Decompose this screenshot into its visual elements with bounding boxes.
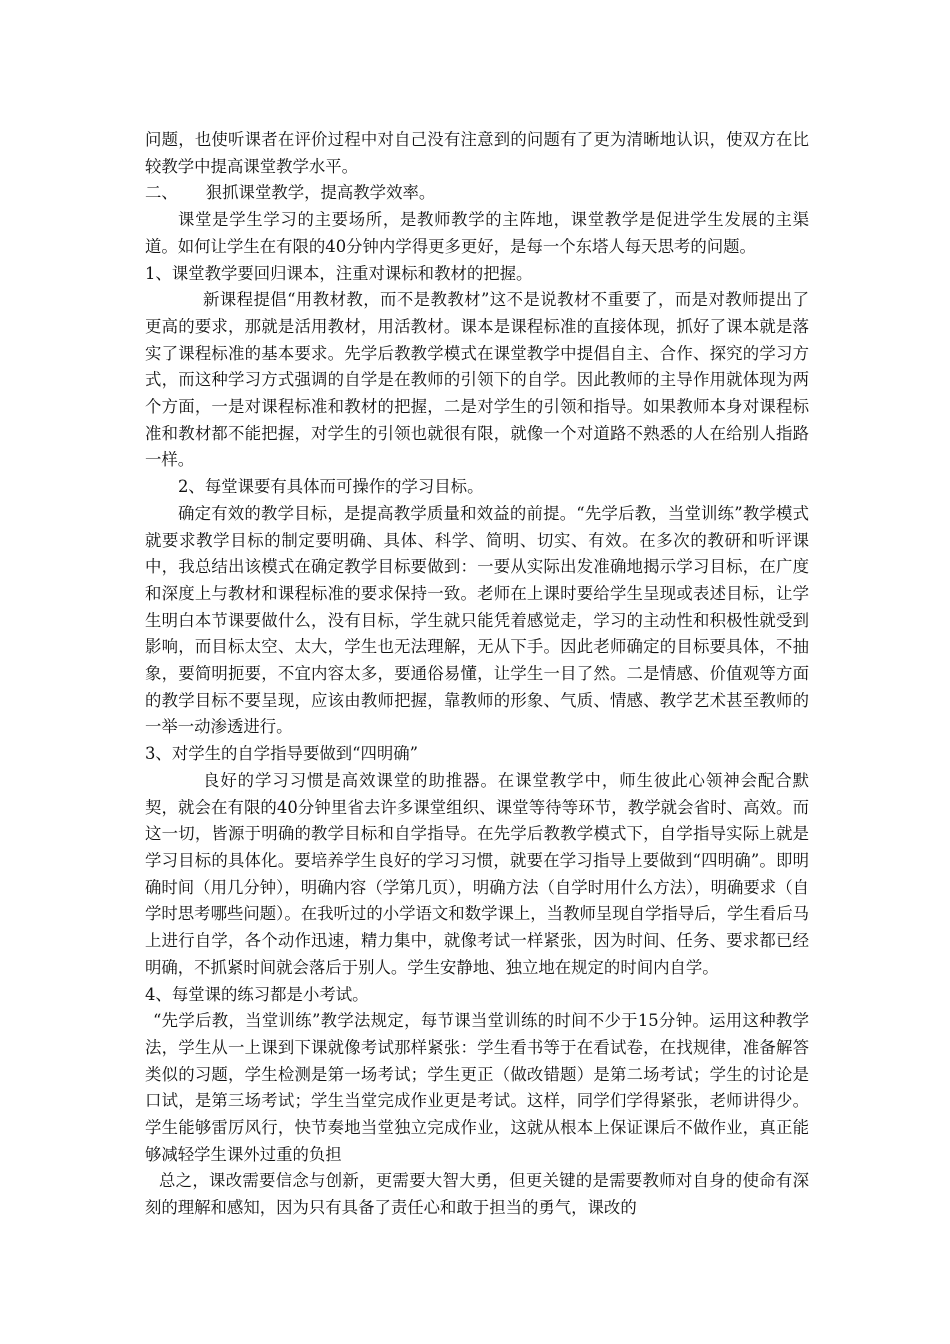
section-2-number: 二、 (145, 183, 178, 203)
paragraph-1: 问题，也使听课者在评价过程中对自己没有注意到的问题有了更为清晰地认识，使双方在比较教学中提高课堂教学水平。 (145, 130, 809, 176)
paragraph-3: 课堂是学生学习的主要场所，是教师教学的主阵地，课堂教学是促进学生发展的主渠道。如何让学生在有限的40分钟内学得更多更好，是每一个东塔人每天思考的问题。 (145, 210, 809, 256)
subheading-3: 3、对学生的自学指导要做到“四明确” (145, 744, 419, 764)
document-body (145, 127, 809, 1222)
paragraph-5: 新课程提倡“用教材教，而不是教教材”这不是说教材不重要了，而是对教师提出了更高的要求，那就是活用教材，用活教材。课本是课程标准的直接体现，抓好了课本就是落实了课程标准的基本要求。先学后教教学模式在课堂教学中提倡自主、合作、探究的学习方式，而这种学习方式强调的自学是在教师的引领下的自学。因此教师的主导作用就体现为两个方面，一是对课程标准和教材的把握，二是对学生的引领和指导。如果教师本身对课程标准和教材都不能把握，对学生的引领也就很有限，就像一个对道路不熟悉的人在给别人指路一样。 (145, 290, 809, 470)
subheading-4: 4、每堂课的练习都是小考试。 (145, 984, 369, 1004)
section-2-heading (145, 180, 809, 207)
paragraph-11: “先学后教，当堂训练”教学法规定，每节课当堂训练的时间不少于15分钟。运用这种教学法，学生从一上课到下课就像考试那样紧张：学生看书等于在看试卷，在找规律，准备解答类似的习题，学生检测是第一场考试；学生更正（做改错题）是第二场考试；学生的讨论是口试，是第三场考试；学生当堂完成作业更是考试。这样，同学们学得紧张，老师讲得少。学生能够雷厉风行，快节奏地当堂独立完成作业，这就从根本上保证课后不做作业，真正能够减轻学生课外过重的负担 (145, 1011, 809, 1164)
section-2-title: 狠抓课堂教学，提高教学效率。 (205, 183, 436, 203)
paragraph-9: 良好的学习习惯是高效课堂的助推器。在课堂教学中，师生彼此心领神会配合默契，就会在有限的40分钟里省去许多课堂组织、课堂等待等环节，教学就会省时、高效。而这一切，皆源于明确的教学目标和自学指导。在先学后教教学模式下，自学指导实际上就是学习目标的具体化。要培养学生良好的学习习惯，就要在学习指导上要做到“四明确”。即明确时间（用几分钟），明确内容（学第几页），明确方法（自学时用什么方法），明确要求（自学时思考哪些问题）。在我听过的小学语文和数学课上，当教师呈现自学指导后，学生看后马上进行自学，各个动作迅速，精力集中，就像考试一样紧张，因为时间、任务、要求都已经明确，不抓紧时间就会落后于别人。学生安静地、独立地在规定的时间内自学。 (145, 770, 809, 977)
paragraph-12: 总之，课改需要信念与创新，更需要大智大勇，但更关键的是需要教师对自身的使命有深刻的理解和感知，因为只有具备了责任心和敢于担当的勇气，课改的 (145, 1171, 809, 1218)
paragraph-7: 确定有效的教学目标，是提高教学质量和效益的前提。“先学后教，当堂训练”教学模式就要求教学目标的制定要明确、具体、科学、简明、切实、有效。在多次的教研和听评课中，我总结出该模式在确定教学目标要做到：一要从实际出发准确地揭示学习目标，在广度和深度上与教材和课程标准的要求保持一致。老师在上课时要给学生呈现或表述目标，让学生明白本节课要做什么，没有目标，学生就只能凭着感觉走，学习的主动性和积极性就受到影响，而目标太空、太大，学生也无法理解，无从下手。因此老师确定的目标要具体，不抽象，要简明扼要，不宜内容太多，要通俗易懂，让学生一目了然。二是情感、价值观等方面的教学目标不要呈现，应该由教师把握，靠教师的形象、气质、情感、教学艺术甚至教师的一举一动渗透进行。 (145, 503, 809, 737)
subheading-2: 2、每堂课要有具体而可操作的学习目标。 (178, 477, 484, 497)
subheading-1: 1、课堂教学要回归课本，注重对课标和教材的把握。 (145, 263, 533, 283)
